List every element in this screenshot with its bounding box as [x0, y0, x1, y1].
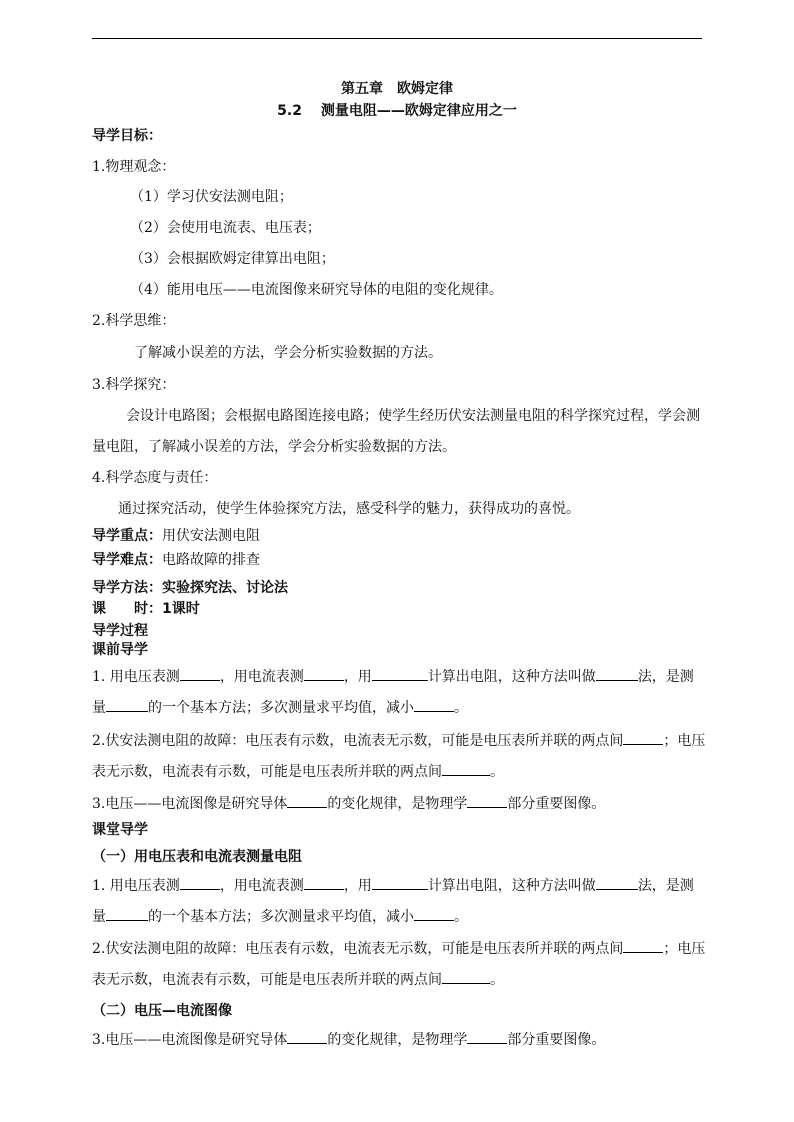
- goal-1: 1.物理观念：: [92, 159, 176, 175]
- q-text: ，用: [343, 669, 372, 685]
- goal-3: 3.科学探究：: [92, 377, 176, 393]
- goal-2: 2.科学思维：: [92, 313, 176, 329]
- q-text: 1. 用电压表测: [92, 878, 180, 894]
- difficulty-text: 电路故障的排查: [162, 552, 260, 568]
- q-text: 法，是测: [637, 669, 694, 685]
- q-text: 的一个基本方法；多次测量求平均值，减小: [148, 909, 414, 925]
- process-heading: 导学过程: [92, 623, 148, 639]
- blank[interactable]: [180, 877, 220, 890]
- blank[interactable]: [304, 668, 344, 681]
- blank[interactable]: [467, 795, 507, 808]
- blank[interactable]: [467, 1031, 507, 1044]
- goal-1-item: （4）能用电压——电流图像来研究导体的电阻的变化规律。: [130, 282, 503, 298]
- q-text: 量: [92, 700, 106, 716]
- key-point-label: 导学重点：: [92, 528, 162, 544]
- blank[interactable]: [287, 1031, 327, 1044]
- blank[interactable]: [442, 971, 490, 984]
- q-text: 计算出电阻，这种方法叫做: [427, 669, 596, 685]
- q-text: 的变化规律，是物理学: [327, 1032, 468, 1048]
- q-text: 法，是测: [637, 878, 694, 894]
- difficulty-label: 导学难点：: [92, 552, 162, 568]
- difficulty: [92, 551, 260, 569]
- blank[interactable]: [287, 795, 327, 808]
- chapter-title: 第五章 欧姆定律: [341, 81, 453, 97]
- q-text: 。: [454, 700, 468, 716]
- goal-4-text: 通过探究活动，使学生体验探究方法，感受科学的魅力，获得成功的喜悦。: [118, 501, 580, 517]
- goal-1-item: （3）会根据欧姆定律算出电阻；: [130, 251, 335, 267]
- question-1-line1: [92, 668, 694, 686]
- q-text: 。: [454, 909, 468, 925]
- question-1-line2: [92, 699, 468, 717]
- q-text: 3.电压——电流图像是研究导体: [92, 796, 288, 812]
- blank[interactable]: [623, 732, 663, 745]
- section-title: 5.2 测量电阻——欧姆定律应用之一: [277, 103, 517, 119]
- question-2-line2: [92, 763, 504, 781]
- question-3: [92, 795, 605, 813]
- blank[interactable]: [180, 668, 220, 681]
- q-text: ；电压: [663, 941, 706, 957]
- key-point: [92, 527, 260, 545]
- q-text: 2.伏安法测电阻的故障：电压表有示数，电流表无示数，可能是电压表所并联的两点间: [92, 733, 624, 749]
- blank[interactable]: [106, 699, 148, 712]
- question-2-line1: [92, 940, 705, 958]
- goal-1-item: （2）会使用电流表、电压表；: [130, 220, 321, 236]
- method: 导学方法：实验探究法、讨论法: [92, 580, 288, 596]
- blank[interactable]: [414, 908, 454, 921]
- q-text: 部分重要图像。: [507, 1032, 606, 1048]
- in-class-heading: 课堂导学: [92, 822, 148, 838]
- question-3: [92, 1031, 605, 1049]
- q-text: 3.电压——电流图像是研究导体: [92, 1032, 288, 1048]
- question-2-line1: [92, 732, 705, 750]
- goal-3-text: 量电阻，了解减小误差的方法，学会分析实验数据的方法。: [92, 439, 456, 455]
- q-text: 表无示数，电流表有示数，可能是电压表所并联的两点间: [92, 972, 442, 988]
- blank[interactable]: [372, 668, 428, 681]
- q-text: 。: [490, 764, 504, 780]
- part-2-heading: （二）电压—电流图像: [92, 1003, 232, 1019]
- q-text: ，用: [343, 878, 372, 894]
- blank[interactable]: [414, 699, 454, 712]
- blank[interactable]: [442, 763, 490, 776]
- blank[interactable]: [596, 668, 638, 681]
- blank[interactable]: [304, 877, 344, 890]
- q-text: 1. 用电压表测: [92, 669, 180, 685]
- blank[interactable]: [106, 908, 148, 921]
- blank[interactable]: [596, 877, 638, 890]
- q-text: 计算出电阻，这种方法叫做: [427, 878, 596, 894]
- q-text: 的一个基本方法；多次测量求平均值，减小: [148, 700, 414, 716]
- question-1-line1: [92, 877, 694, 895]
- goal-2-text: 了解减小误差的方法，学会分析实验数据的方法。: [134, 345, 442, 361]
- q-text: 量: [92, 909, 106, 925]
- header-rule: [92, 38, 702, 39]
- q-text: 部分重要图像。: [507, 796, 606, 812]
- q-text: 。: [490, 972, 504, 988]
- blank[interactable]: [372, 877, 428, 890]
- question-1-line2: [92, 908, 468, 926]
- blank[interactable]: [623, 940, 663, 953]
- q-text: 的变化规律，是物理学: [327, 796, 468, 812]
- part-1-heading: （一）用电压表和电流表测量电阻: [92, 849, 302, 865]
- key-point-text: 用伏安法测电阻: [162, 528, 260, 544]
- goal-4: 4.科学态度与责任：: [92, 470, 218, 486]
- goal-3-text: 会设计电路图；会根据电路图连接电路；使学生经历伏安法测量电阻的科学探究过程，学会测: [126, 408, 700, 424]
- q-text: ；电压: [663, 733, 706, 749]
- q-text: 2.伏安法测电阻的故障：电压表有示数，电流表无示数，可能是电压表所并联的两点间: [92, 941, 624, 957]
- pre-class-heading: 课前导学: [92, 642, 148, 658]
- q-text: 表无示数，电流表有示数，可能是电压表所并联的两点间: [92, 764, 442, 780]
- question-2-line2: [92, 971, 504, 989]
- goals-heading: 导学目标：: [92, 128, 162, 144]
- class-hours: 课 时：1课时: [92, 601, 200, 617]
- q-text: ，用电流表测: [219, 878, 304, 894]
- goal-1-item: （1）学习伏安法测电阻；: [130, 189, 293, 205]
- q-text: ，用电流表测: [219, 669, 304, 685]
